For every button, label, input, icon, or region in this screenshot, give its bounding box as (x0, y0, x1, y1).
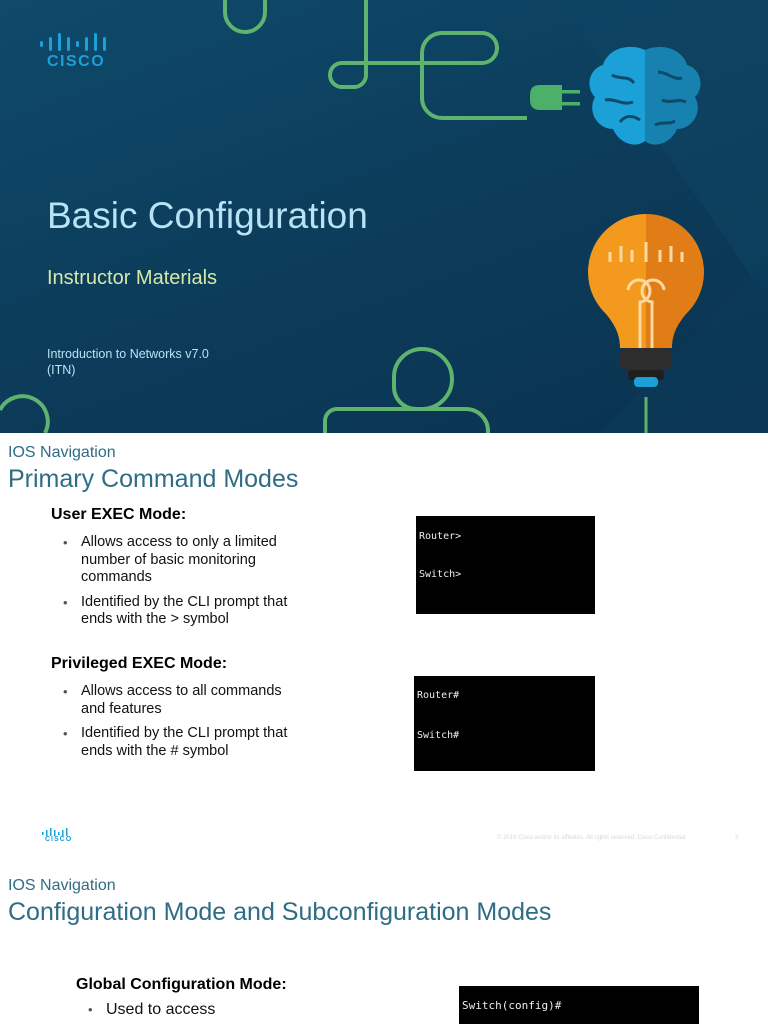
title-slide (0, 0, 768, 433)
list-item: • Allows access to all commands and features (51, 683, 291, 718)
user-exec-bullets (51, 534, 291, 636)
global-config-title: Global Configuration Mode: (76, 976, 287, 993)
global-config-cli-screen (459, 986, 699, 1024)
cisco-logo-bars-icon (40, 33, 110, 51)
privileged-exec-bullets (51, 683, 291, 767)
cisco-logo-text: CISCO (47, 53, 106, 70)
course-line-2: (ITN) (47, 363, 76, 377)
footer-copyright: © 2016 Cisco and/or its affiliates. All rights reserved. Cisco Confidential (497, 835, 686, 841)
user-exec-cli-screen (416, 516, 595, 614)
configuration-modes-slide (0, 863, 768, 1024)
list-item: • Identified by the CLI prompt that ends with the # symbol (51, 725, 291, 760)
primary-command-modes-slide (0, 433, 768, 863)
presentation-subtitle: Instructor Materials (47, 267, 218, 289)
slide-kicker: IOS Navigation (8, 444, 116, 461)
presentation-title: Basic Configuration (47, 195, 368, 236)
course-name (47, 346, 247, 378)
list-item: • Used to access (76, 1001, 316, 1019)
plug-icon (530, 85, 562, 110)
slide-heading: Primary Command Modes (8, 465, 299, 493)
cli-line: Switch(config)# (462, 999, 562, 1012)
page-number: 3 (735, 835, 739, 841)
privileged-exec-title: Privileged EXEC Mode: (51, 655, 228, 672)
cli-line: Router# (417, 690, 460, 701)
slide-kicker: IOS Navigation (8, 877, 116, 894)
list-item: • Allows access to only a limited number of basic monitoring commands (51, 534, 291, 587)
slide-heading: Configuration Mode and Subconfiguration Modes (8, 898, 552, 926)
privileged-exec-cli-screen (414, 676, 595, 771)
cli-line: Router> (419, 531, 462, 542)
user-exec-title: User EXEC Mode: (51, 506, 187, 523)
cisco-footer-text: CISCO (45, 836, 73, 843)
cisco-footer-logo-icon (42, 828, 70, 836)
cli-line: Switch# (417, 730, 460, 741)
cli-line: Switch> (419, 569, 462, 580)
course-line-1: Introduction to Networks v7.0 (47, 347, 209, 361)
list-item: • Identified by the CLI prompt that ends with the > symbol (51, 594, 291, 629)
global-config-bullets (76, 1001, 316, 1024)
